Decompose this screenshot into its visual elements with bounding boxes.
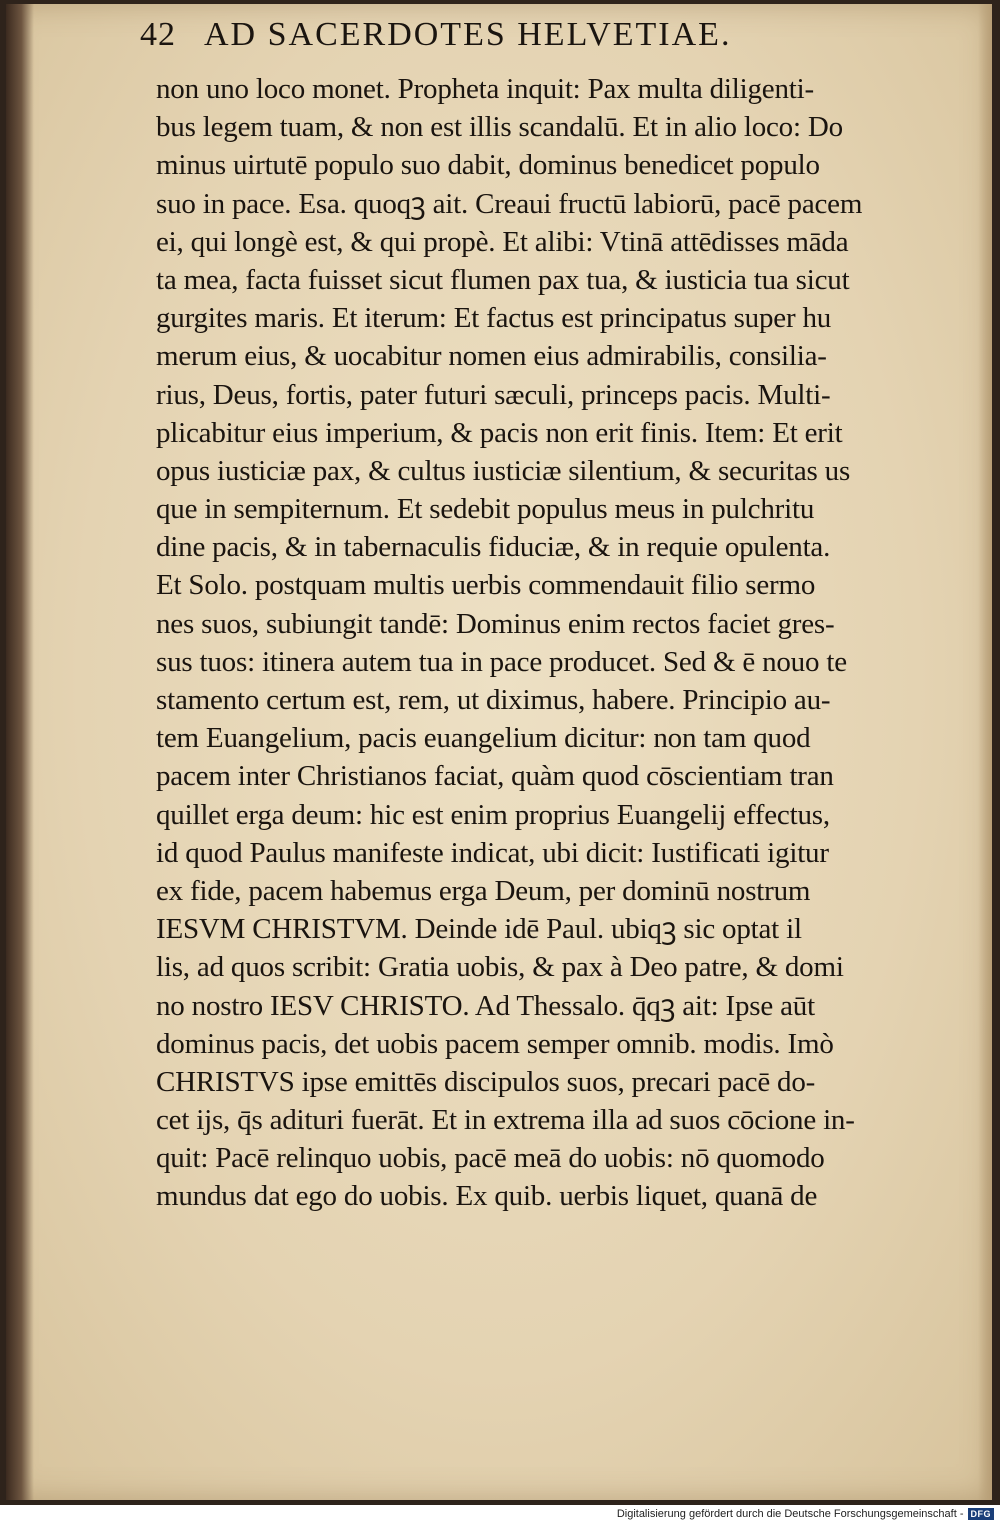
text-line: IESVM CHRISTVM. Deinde idē Paul. ubiqꝫ sic optat il [156, 913, 802, 946]
text-line: sus tuos: itinera autem tua in pace producet. Sed & ē nouo te [156, 645, 847, 678]
text-line: ex fide, pacem habemus erga Deum, per dominū nostrum [156, 874, 811, 907]
text-line: quillet erga deum: hic est enim proprius Euangelij effectus, [156, 798, 830, 831]
text-line: ei, qui longè est, & qui propè. Et alibi: Vtinā attēdisses māda [156, 225, 849, 258]
text-line: ta mea, facta fuisset sicut flumen pax tua, & iusticia tua sicut [156, 263, 850, 296]
funding-credit: Digitalisierung gefördert durch die Deutsche Forschungsgemeinschaft - [616, 1508, 964, 1520]
text-line: mundus dat ego do uobis. Ex quib. uerbis liquet, quanā de [156, 1180, 818, 1213]
running-title: AD SACERDOTES HELVETIAE. [204, 16, 732, 53]
text-line: suo in pace. Esa. quoqꝫ ait. Creaui fructū labiorū, pacē pacem [156, 187, 863, 220]
text-line: id quod Paulus manifeste indicat, ubi dicit: Iustificati igitur [156, 836, 829, 869]
text-line: merum eius, & uocabitur nomen eius admirabilis, consilia- [156, 340, 827, 373]
text-line: stamento certum est, rem, ut diximus, habere. Principio au- [156, 684, 831, 716]
text-line: pacem inter Christianos faciat, quàm quod cōscientiam tran [156, 760, 834, 793]
text-line: no nostro IESV CHRISTO. Ad Thessalo. q̄qꝫ ait: Ipse aūt [156, 989, 815, 1022]
digitization-footer [0, 1505, 1000, 1523]
page-number: 42 [140, 16, 176, 53]
page-edge [978, 4, 992, 1500]
book-page [6, 4, 992, 1500]
text-line: non uno loco monet. Propheta inquit: Pax multa diligenti- [156, 73, 814, 105]
text-line: gurgites maris. Et iterum: Et factus est principatus super hu [156, 302, 832, 335]
text-line: opus iusticiæ pax, & cultus iusticiæ silentium, & securitas us [156, 454, 851, 487]
text-line: plicabitur eius imperium, & pacis non erit finis. Item: Et erit [156, 416, 843, 449]
text-line: dominus pacis, det uobis pacem semper omnib. modis. Imò [156, 1027, 834, 1060]
running-head [140, 16, 860, 68]
dfg-logo: DFG [968, 1508, 995, 1520]
text-line: cet ijs, q̄s adituri fuerāt. Et in extrema illa ad suos cōcione in- [156, 1104, 855, 1137]
text-line: minus uirtutē populo suo dabit, dominus benedicet populo [156, 149, 820, 182]
text-line: dine pacis, & in tabernaculis fiduciæ, & in requie opulenta. [156, 531, 831, 564]
text-line: CHRISTVS ipse emittēs discipulos suos, precari pacē do- [156, 1065, 816, 1098]
text-line: quit: Pacē relinquo uobis, pacē meā do uobis: nō quomodo [156, 1142, 825, 1175]
text-line: rius, Deus, fortis, pater futuri sæculi, princeps pacis. Multi- [156, 378, 831, 411]
text-line: bus legem tuam, & non est illis scandalū. Et in alio loco: Do [156, 111, 843, 144]
text-line: nes suos, subiungit tandē: Dominus enim rectos faciet gres- [156, 607, 835, 640]
page-spine-shadow [6, 4, 34, 1500]
body-text [156, 70, 934, 1216]
text-line: Et Solo. postquam multis uerbis commendauit filio sermo [156, 569, 816, 602]
text-line: tem Euangelium, pacis euangelium dicitur: non tam quod [156, 722, 811, 755]
text-line: lis, ad quos scribit: Gratia uobis, & pax à Deo patre, & domi [156, 951, 844, 984]
text-line: que in sempiternum. Et sedebit populus meus in pulchritu [156, 493, 815, 526]
